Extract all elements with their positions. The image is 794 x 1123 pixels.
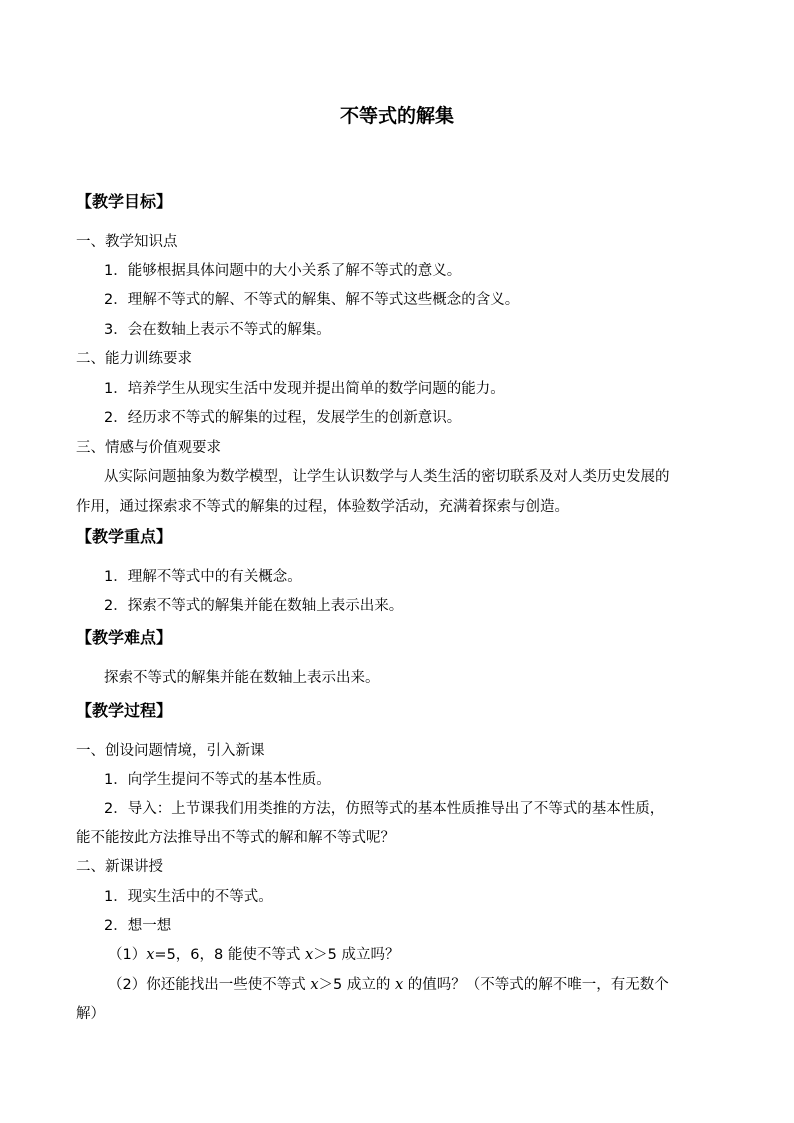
subheading-ability: 二、能力训练要求 xyxy=(76,351,192,367)
knowledge-item-2: 2．理解不等式的解、不等式的解集、解不等式这些概念的含义。 xyxy=(104,292,520,308)
subheading-emotion: 三、情感与价值观要求 xyxy=(76,440,221,456)
knowledge-item-1: 1．能够根据具体问题中的大小关系了解不等式的意义。 xyxy=(104,263,462,279)
subheading-part-1: 一、创设问题情境，引入新课 xyxy=(76,743,265,759)
knowledge-item-3: 3．会在数轴上表示不等式的解集。 xyxy=(104,322,331,338)
emotion-paragraph-line-1: 从实际问题抽象为数学模型，让学生认识数学与人类生活的密切联系及对人类历史发展的 xyxy=(104,469,670,485)
section-heading-goals: 【教学目标】 xyxy=(76,192,173,211)
section-heading-process: 【教学过程】 xyxy=(76,701,173,720)
part1-item-2-line-2: 能不能按此方法推导出不等式的解和解不等式呢？ xyxy=(76,830,395,846)
section-heading-difficulties: 【教学难点】 xyxy=(76,628,173,647)
question-2-variable: x xyxy=(310,977,319,993)
ability-item-2: 2．经历求不等式的解集的过程，发展学生的创新意识。 xyxy=(104,410,462,426)
part2-item-1: 1．现实生活中的不等式。 xyxy=(104,889,273,905)
question-2-mid: ＞5 成立的 xyxy=(318,977,395,993)
emotion-paragraph-line-2: 作用，通过探索求不等式的解集的过程，体验数学活动，充满着探索与创造。 xyxy=(76,499,569,515)
part1-item-1: 1．向学生提问不等式的基本性质。 xyxy=(104,772,331,788)
part1-item-2-line-1: 2．导入：上节课我们用类推的方法，仿照等式的基本性质推导出了不等式的基本性质， xyxy=(104,801,665,817)
question-2-line-1 xyxy=(108,975,669,995)
question-2-suffix: 的值吗？（不等式的解不唯一，有无数个 xyxy=(403,977,669,993)
document-title: 不等式的解集 xyxy=(339,105,454,127)
question-1-prefix: （1） xyxy=(108,947,147,963)
question-2-line-2: 解） xyxy=(76,1006,105,1022)
part2-item-2: 2．想一想 xyxy=(104,918,172,934)
key-point-item-2: 2．探索不等式的解集并能在数轴上表示出来。 xyxy=(104,598,404,614)
question-1-suffix: ＞5 成立吗？ xyxy=(313,947,400,963)
question-1-variable-2: x xyxy=(304,947,314,963)
question-2-prefix: （2）你还能找出一些使不等式 xyxy=(108,977,311,993)
section-heading-key-points: 【教学重点】 xyxy=(76,527,173,546)
subheading-knowledge: 一、教学知识点 xyxy=(76,234,178,250)
key-point-item-1: 1．理解不等式中的有关概念。 xyxy=(104,569,302,585)
question-1-variable: x xyxy=(146,947,155,963)
question-1-mid: =5，6，8 能使不等式 xyxy=(154,947,305,963)
question-2-variable-2: x xyxy=(394,977,404,993)
difficulty-text: 探索不等式的解集并能在数轴上表示出来。 xyxy=(104,670,380,686)
subheading-part-2: 二、新课讲授 xyxy=(76,859,163,875)
ability-item-1: 1．培养学生从现实生活中发现并提出简单的数学问题的能力。 xyxy=(104,381,505,397)
question-1 xyxy=(108,945,400,965)
